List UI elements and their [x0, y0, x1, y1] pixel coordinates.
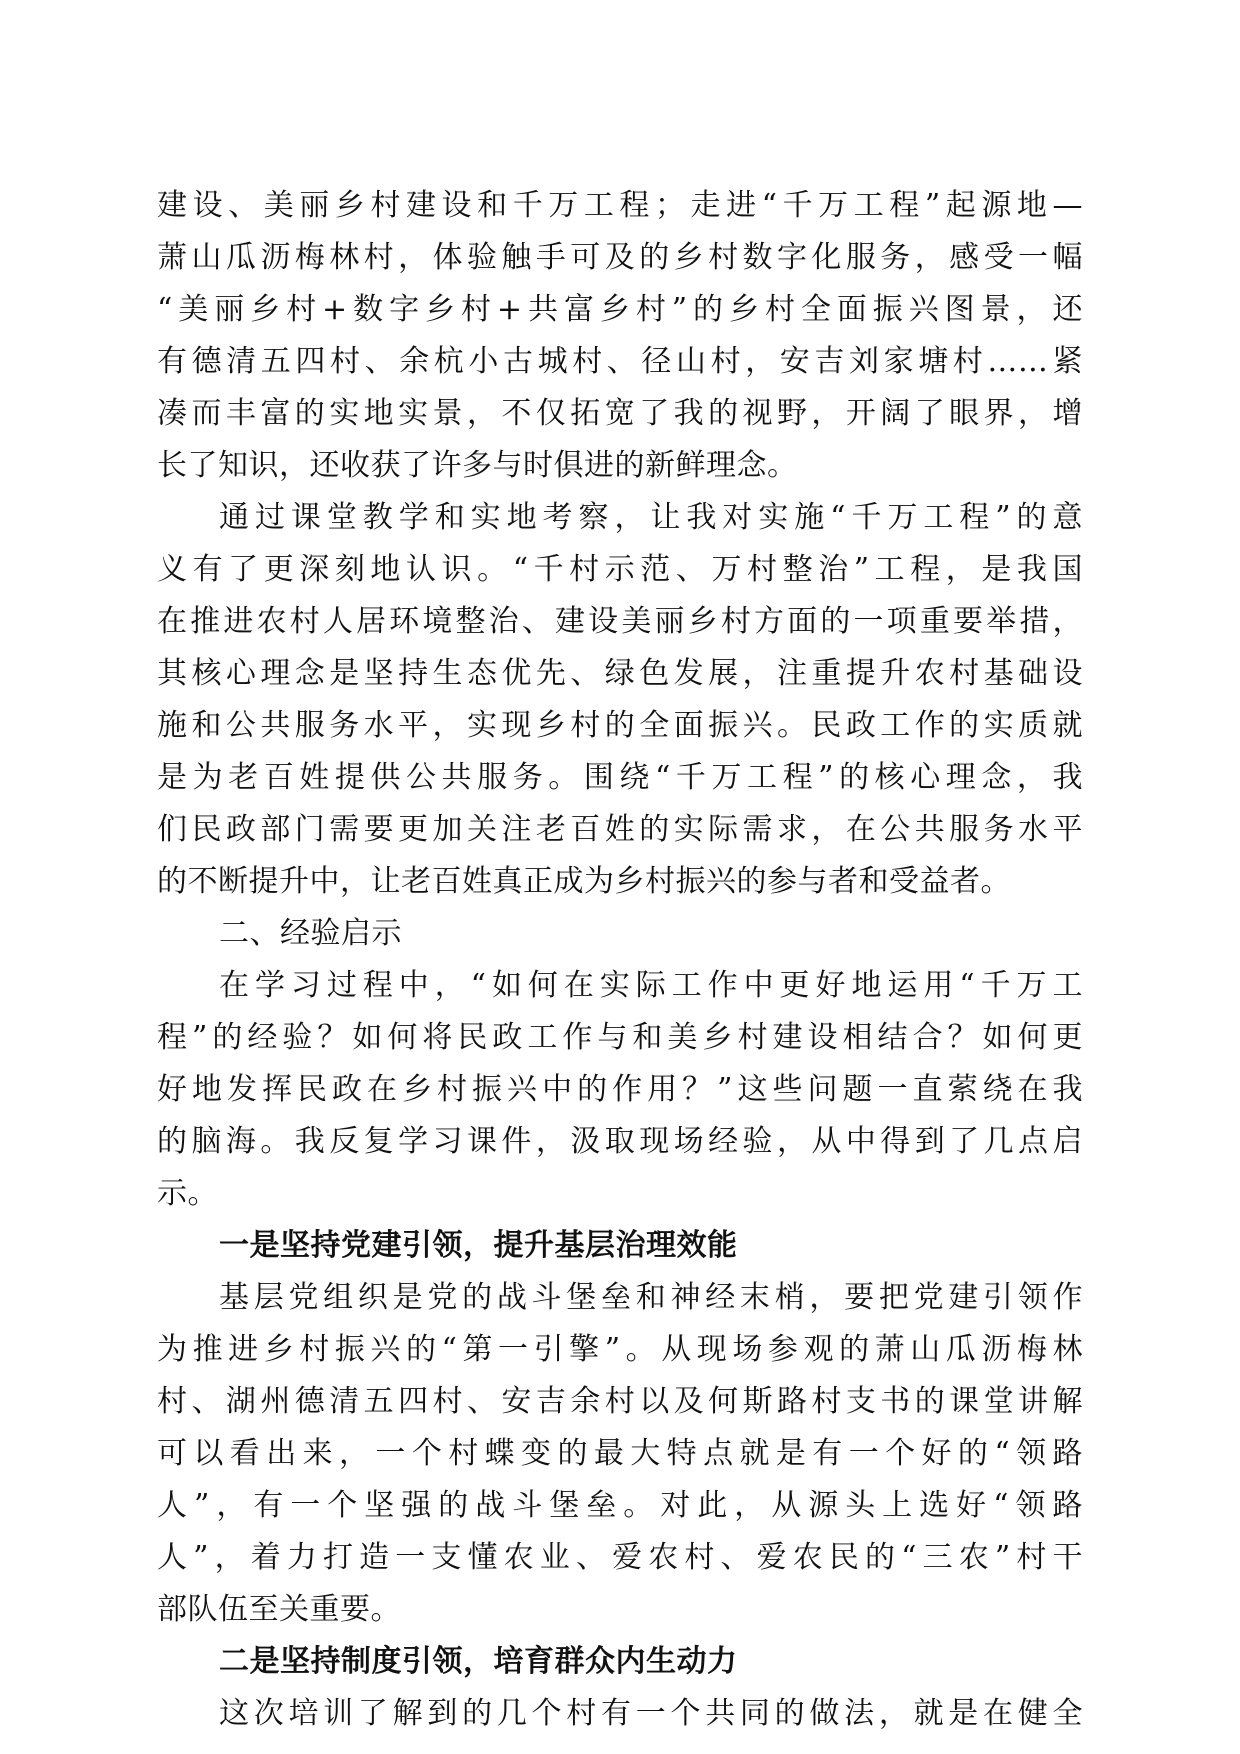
paragraph-line: 其核心理念是坚持生态优先、绿色发展，注重提升农村基础设 [157, 656, 1083, 691]
paragraph-line: 长了知识，还收获了许多与时俱进的新鲜理念。 [157, 448, 798, 483]
paragraph-line: 可以看出来，一个村蝶变的最大特点就是有一个好的“领路 [157, 1436, 1083, 1471]
paragraph-line: 义有了更深刻地认识。“千村示范、万村整治”工程，是我国 [157, 552, 1083, 587]
subheading: 二是坚持制度引领，培育群众内生动力 [219, 1644, 738, 1679]
paragraph-line: 建设、美丽乡村建设和千万工程；走进“千万工程”起源地— [157, 188, 1083, 223]
paragraph-line: 为推进乡村振兴的“第一引擎”。从现场参观的萧山瓜沥梅林 [157, 1332, 1083, 1367]
document-page [157, 180, 1083, 1740]
paragraph-line: 部队伍至关重要。 [157, 1592, 401, 1627]
paragraph-line: 程”的经验？如何将民政工作与和美乡村建设相结合？如何更 [157, 1020, 1083, 1055]
paragraph-line: 好地发挥民政在乡村振兴中的作用？”这些问题一直萦绕在我 [157, 1072, 1083, 1107]
paragraph-line: 施和公共服务水平，实现乡村的全面振兴。民政工作的实质就 [157, 708, 1083, 743]
paragraph-line: 在推进农村人居环境整治、建设美丽乡村方面的一项重要举措， [157, 604, 1083, 639]
paragraph-line: 的不断提升中，让老百姓真正成为乡村振兴的参与者和受益者。 [157, 864, 1011, 899]
paragraph-line: 萧山瓜沥梅林村，体验触手可及的乡村数字化服务，感受一幅 [157, 240, 1083, 275]
paragraph-line: 凑而丰富的实地实景，不仅拓宽了我的视野，开阔了眼界，增 [157, 396, 1083, 431]
paragraph-line: 通过课堂教学和实地考察，让我对实施“千万工程”的意 [219, 500, 1083, 535]
paragraph-line: 村、湖州德清五四村、安吉余村以及何斯路村支书的课堂讲解 [157, 1384, 1083, 1419]
section-heading: 二、经验启示 [219, 916, 402, 951]
paragraph-line: 基层党组织是党的战斗堡垒和神经末梢，要把党建引领作 [219, 1280, 1083, 1315]
paragraph-line: 们民政部门需要更加关注老百姓的实际需求，在公共服务水平 [157, 812, 1083, 847]
paragraph-line: 的脑海。我反复学习课件，汲取现场经验，从中得到了几点启 [157, 1124, 1083, 1159]
paragraph-line: 在学习过程中，“如何在实际工作中更好地运用“千万工 [219, 968, 1083, 1003]
paragraph-line: 人”，着力打造一支懂农业、爱农村、爱农民的“三农”村干 [157, 1540, 1083, 1575]
paragraph-line: 人”，有一个坚强的战斗堡垒。对此，从源头上选好“领路 [157, 1488, 1083, 1523]
paragraph-line: 有德清五四村、余杭小古城村、径山村，安吉刘家塘村……紧 [157, 344, 1083, 379]
paragraph-line: 示。 [157, 1176, 218, 1211]
paragraph-line: 是为老百姓提供公共服务。围绕“千万工程”的核心理念，我 [157, 760, 1083, 795]
subheading: 一是坚持党建引领，提升基层治理效能 [219, 1228, 738, 1263]
paragraph-line: “美丽乡村+数字乡村+共富乡村”的乡村全面振兴图景，还 [157, 292, 1083, 327]
paragraph-line: 这次培训了解到的几个村有一个共同的做法，就是在健全 [219, 1696, 1083, 1731]
